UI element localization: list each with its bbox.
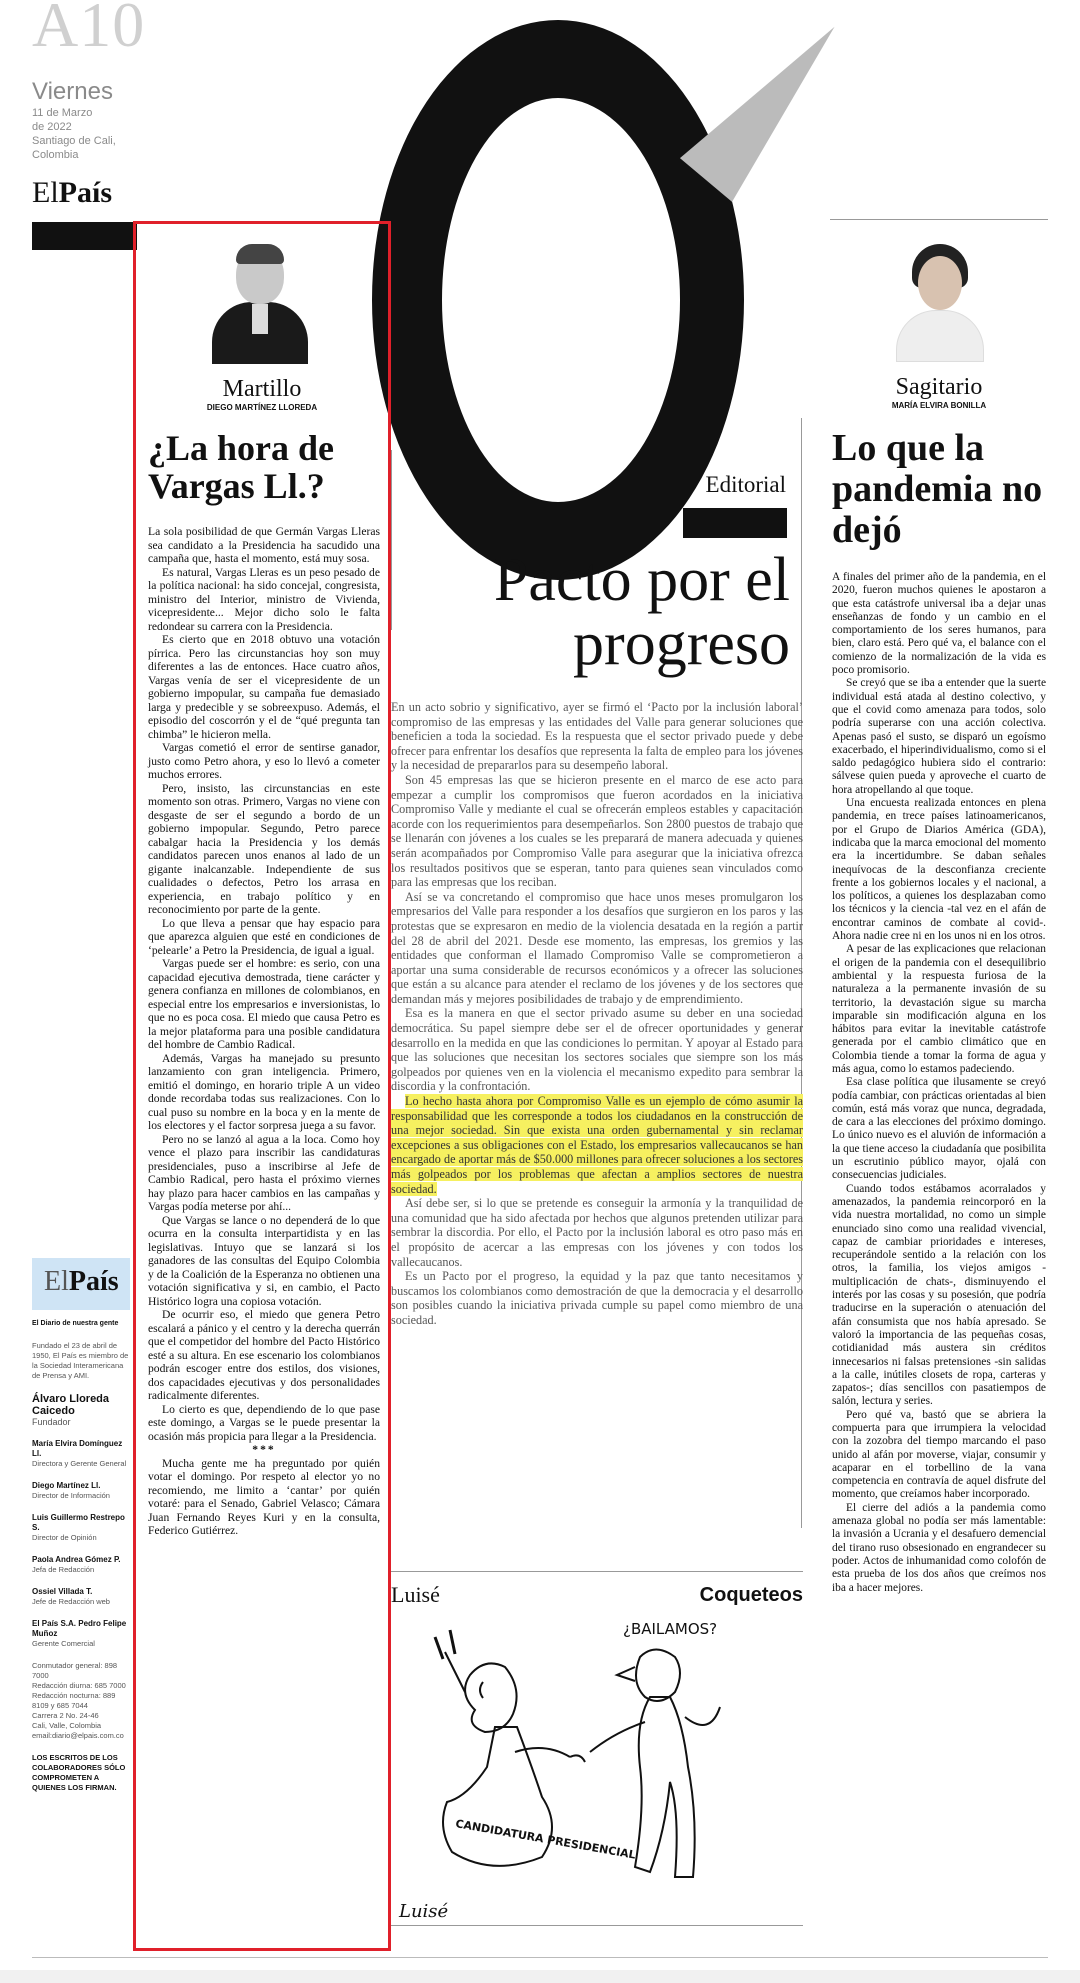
column-author: DIEGO MARTÍNEZ LLOREDA (206, 403, 318, 412)
staff-founder-name: Álvaro Lloreda Caicedo (32, 1393, 110, 1417)
paragraph: Pero qué va, bastó que se abriera la compuerta para que irrumpiera la velocidad con la zozobra del tiempo marcando el paso unido al afán por moverse, viajar, consumir y acaparar en el torbellino de la vana competencia en contravía de aquel disfrute del momento, que creíamos haber incorporado. (832, 1408, 1046, 1501)
editorial-black-bar (683, 508, 787, 538)
email-link[interactable]: email:diario@elpais.com.co (32, 1731, 124, 1740)
page-footer-strip (0, 1970, 1080, 1983)
staff-founded: Fundado el 23 de abril de 1950, El País es miembro de la Sociedad Interamericana de Prensa y AMI. (32, 1341, 129, 1380)
martillo-column-highlight-frame (133, 221, 391, 1951)
paragraph: Es un Pacto por el progreso, la equidad y la paz que tanto necesitamos y buscamos los colombianos como demostración de que la democracia y el desarrollo son posibles cuando la iniciativa privada cumple su papel como miembro de una sociedad. (391, 1269, 803, 1327)
cartoon-rule (391, 1571, 803, 1572)
paragraph: Esa es la manera en que el sector privado asume su deber en una sociedad democrática. Su papel siempre debe ser el de ofrecer oportunidades y generar desarrollo en la medida en que las condiciones lo permitan. Y apoyar al Estado para que las soluciones que necesitan los sectores sociales que siempre son los más golpeados por quienes ven en la violencia el mecanismo expedito para sembrar la discordia y la confrontación. (391, 1006, 803, 1094)
cartoon-author: Luisé (391, 1582, 440, 1607)
masthead-black-bar (32, 222, 137, 250)
staff-founder-role: Fundador (32, 1417, 71, 1427)
staff-tagline: El Diario de nuestra gente (32, 1320, 119, 1327)
date-block (32, 78, 116, 162)
columnist-photo (890, 244, 990, 362)
paragraph: Una encuesta realizada entonces en plena pandemia, en trece países latinoamericanos, por el Grupo de Diarios América (GDA), indicaba que la marca emocional del momento era la incertidumbre. Se daban señales inequívocas de la desconfianza creciente frente a los gobiernos locales y el nacional, a los políticos, a quienes los desplazaban como los técnicos y la ciencia -tal vez en el afán de encontrar caminos de combate al covid-. Ahora nadie cree ni en los unos ni en los otros. (832, 797, 1046, 943)
paragraph: Se creyó que se iba a entender que la suerte individual está atada al destino colectivo, y que el covid como amenaza para todos, solo podría superarse con una acción colectiva. Apenas pasó el susto, se disparó un egoísmo exacerbado, el hiperindividualismo, como si el saldo pedagógico hubiera sido el contrario: sálvese quien pueda y aproveche el cuarto de hora atropellando al que toque. (832, 677, 1046, 796)
staff-person: Paola Andrea Gómez P. Jefa de Redacción (32, 1555, 121, 1574)
editorial-label: Editorial (705, 472, 786, 497)
paragraph: Mucha gente me ha preguntado por quién votar el domingo. Por respeto al elector yo no recomiendo, me limito a ‘cantar’ por quién votaré: para el Senado, Gabriel Velasco; Cámara Juan Fernando Reyes Kuri y en la consulta, Federico Gutiérrez. (148, 1456, 380, 1537)
paragraph: Vargas cometió el error de sentirse ganador, justo como Petro ahora, y eso lo llevó a cometer muchos errores. (148, 741, 380, 781)
paragraph: Así se va concretando el compromiso que hace unos meses promulgaron los empresarios del Valle para responder a los desafíos que surgieron en los paros y las protestas que se expresaron en medio de la violencia desatada en la región a partir del 28 de abril del 2021. Desde ese momento, las empresas, los gremios y las entidades que conforman el llamado Compromiso Valle se comprometieron a aportar una suma considerable de recursos económicos y a ofrecer las soluciones que están a su alcance para atender el reclamo de los jóvenes y de los sectores que demandan más y mejores posibilidades de trabajo y de emprendimiento. (391, 889, 803, 1006)
paragraph: Así debe ser, si lo que se pretende es conseguir la armonía y la tranquilidad de una comunidad que ha sido afectada por hechos que algunos pretenden utilizar para sembrar la discordia. Por ello, el Pacto por la inclusión laboral es otro paso más en el propósito de acercar a las empresas con los jóvenes y con todos los vallecaucanos. (391, 1196, 803, 1269)
date-line: Santiago de Cali, (32, 135, 116, 147)
column-headline: ¿La hora de Vargas Ll.? (148, 428, 335, 506)
cartoon-bottom-rule (391, 1925, 803, 1926)
newspaper-logo: ElPaís (32, 176, 113, 209)
paragraph: Es natural, Vargas Lleras es un peso pesado de la política nacional: ha sido concejal, congresista, ministro del Interior, ministro de Vivienda, vicepresidente... Mejor dicho solo le falta redondear su carrera con la Presidencia. (148, 565, 380, 633)
date-line: Colombia (32, 149, 79, 161)
paragraph: De ocurrir eso, el miedo que genera Petro escalará a pánico y el centro y la derecha querrán que el competidor del hombre del Pacto Histórico esté a su altura. En ese escenario los colombianos podrán escoger entre dos estilos, dos visiones, dos capacidades ejecutivas y dos personalidades radicalmente diferentes. (148, 1308, 380, 1402)
date-line: de 2022 (32, 121, 72, 133)
paragraph: Pero no se lanzó al agua a la loca. Como hoy vence el plazo para inscribir las candidaturas presidenciales, puso a inscribirse al Jefe de Cambio Radical, pero hasta el próximo viernes hay plazo para hacer cambios en las campañas y Vargas podía meterse por ahí... (148, 1132, 380, 1213)
column-section-name: Sagitario (895, 374, 983, 400)
paragraph: Es cierto que en 2018 obtuvo una votación pírrica. Pero las circunstancias hoy son muy diferentes a las de entonces. Hace cuatro años, Vargas venía de ser el vicepresidente de un gobierno impopular, su campaña fue demasiado larga y predecible y se sobreexpuso. Además, el episodio del coscorrón y el de “qué pregunta tan chimba” le hicieron mella. (148, 633, 380, 741)
editorial-headline: Pacto por el progreso (493, 546, 790, 678)
paragraph: Lo cierto es que, dependiendo de lo que pase este domingo, a Vargas se le puede presentar la ocasión más propicia para llegar a la Presidencia. (148, 1402, 380, 1443)
page-bottom-rule (32, 1957, 1048, 1958)
paragraph: Son 45 empresas las que se hicieron presente en el marco de ese acto para empezar a cumplir los compromisos que fueron acordados en la iniciativa Compromiso Valle y mediante el cual se ofrecerán empleos estables y capacitación acorde con los requerimientos para desempeñarlos. Son 2800 puestos de trabajo que se llenarán con jóvenes a los cuales se les preparará de manera adecuada y quienes serán acompañados por Compromiso Valle para asegurar que la iniciativa ofrezca los resultados positivos que se esperan, tanto para quienes sean vinculados como para las empresas que los reciban. (391, 772, 803, 890)
paragraph: A finales del primer año de la pandemia, en el 2020, fueron muchos quienes le apostaron a que esta catástrofe universal iba a dejar unas enseñanzas de fondo y un cambio en el comportamiento de los seres humanos, para bien, claro está. Pero qué va, el balance con el comienzo de la normalización de la vida es poco promisorio. (832, 571, 1046, 677)
staff-contact: Conmutador general: 898 7000 Redacción diurna: 685 7000 Redacción nocturna: 889 8109 y 685 7044 Carrera 2 No. 24-46 Cali, Valle, Colombia email:diario@elpais.com.co (32, 1661, 132, 1741)
paragraph: Lo que lleva a pensar que hay espacio para que aparezca alguien que esté en condiciones de ‘pelearle’ a Petro la Presidencia, de igual a igual. (148, 916, 380, 957)
column-body (148, 525, 380, 1538)
paragraph: Esa clase política que ilusamente se creyó podía cambiar, con prácticas orientadas al bien común, está más voraz que nunca, degradada, de cara a las elecciones del próximo domingo. Lo único nuevo es el aluvión de información a la que tiene acceso la ciudadanía que posibilita un escrutinio público mayor, ojalá con consecuencias judiciales. (832, 1076, 1046, 1182)
paragraph: Pero, insisto, las circunstancias en este momento son otras. Primero, Vargas no viene con desgaste de ser el segundo a bordo de un gobierno impopular. Segundo, Petro parece cabalgar hacia la Presidencia y los demás candidatos parecen unos enanos al lado de un gigante inalcanzable. Independiente de sus cualidades o defectos, Petro los arrasa en experiencia, en trabajo político y en reconocimiento por parte de la gente. (148, 781, 380, 916)
highlighted-text: Lo hecho hasta ahora por Compromiso Valle es un ejemplo de cómo asumir la responsabilidad que les corresponde a todos los ciudadanos en la construcción de una mejor sociedad. Sin que exista una orden gubernamental y sin reclamar excepciones a sus obligaciones con el Estado, los empresarios vallecaucanos se han encargado de aportar más de $50.000 millones para ofrecer soluciones a los sectores más golpeados por los problemas que afectan a amplios sectores de nuestra sociedad. (391, 1094, 803, 1196)
staff-box (32, 1258, 132, 1918)
political-cartoon-illustration (395, 1612, 803, 1932)
paragraph: Que Vargas se lance o no dependerá de lo que ocurra en la consulta interpartidista y en las legislativas. Intuyo que se lanzará si los ganadores de las consultas del Equipo Colombia y de la Coalición de la Esperanza no obtienen una votación significativa y si, en cambio, el Pacto Histórico logra una copiosa votación. (148, 1213, 380, 1308)
staff-person: Diego Martínez Ll. Director de Información (32, 1481, 110, 1500)
editorial-body (391, 700, 803, 1328)
date-line: 11 de Marzo (32, 107, 93, 119)
staff-person: Ossiel Villada T. Jefe de Redacción web (32, 1587, 110, 1606)
page-number: A10 (32, 0, 146, 60)
paragraph: El cierre del adiós a la pandemia como amenaza global no podía ser más lamentable: la invasión a Ucrania y el desafuero demencial del tirano ruso obsesionado en engrandecer su poder. Actos de inhumanidad como colofón de esta prueba de los dos años que creímos nos iba a hacer mejores. (832, 1501, 1046, 1594)
editorial-frame-rule (391, 450, 392, 630)
staff-person: El País S.A. Pedro Felipe Muñoz Gerente Comercial (32, 1619, 127, 1648)
decorative-accent-mark (680, 5, 861, 202)
staff-person: María Elvira Domínguez Ll. Directora y Gerente General (32, 1439, 127, 1468)
cartoon-title: Coqueteos (699, 1584, 803, 1606)
paragraph: A pesar de las explicaciones que relacionan el origen de la pandemia con el desequilibrio ambiental y la respuesta furiosa de la naturaleza a la permanente invasión de su territorio, la devastación sigue su marcha imparable sin modificación alguna en los hábitos para evitar la inevitable catástrofe generada por el cambio climático que en Colombia tiende a tomar la forma de agua y más agua, como lo estamos padeciendo. (832, 943, 1046, 1075)
paragraph: Cuando todos estábamos acorralados y amenazados, la pandemia reincorporó en la vida nuestra mortalidad, no como un simple enunciado sino como una realidad vivencial, capaz de cambiar prioridades e intereses, recuperándole sentido a la relación con los otros, la familia, los viejos amigos -multiplicación de chats-, disminuyendo el interés por las cosas y su posesión, que podría traducirse en la superación o atenuación del afán consumista que nos había apresado. Se valoró la importancia de las pequeñas cosas, cotidianidad más austera sin créditos innecesarios ni falsas pretensiones -sin salidas a la calle, inútiles closets de ropa, carteras y zapatos-; días sencillos con pasatiempos de salón, lectura y series. (832, 1182, 1046, 1408)
cartoon-signature: Luisé (399, 1901, 449, 1922)
paragraph: La sola posibilidad de que Germán Vargas Lleras sea candidato a la Presidencia ha sacudido una campaña que, hasta el momento, está muy sosa. (148, 525, 380, 565)
columnist-photo (206, 244, 314, 364)
cartoon-sash-label: CANDIDATURA PRESIDENCIAL (454, 1817, 637, 1862)
staff-logo: ElPaís (32, 1258, 130, 1310)
paragraph: Vargas puede ser el hombre: es serio, con una capacidad ejecutiva demostrada, tiene carácter y genera confianza en millones de colombianos, en especial entre los empresarios e inversionistas, lo que no es poca cosa. El miedo que causa Petro es la mejor plataforma para una posible candidatura del hombre de Cambio Radical. (148, 957, 380, 1051)
paragraph: Además, Vargas ha manejado su presunto lanzamiento con gran inteligencia. Primero, emitió el domingo, en horario triple A un video donde recordaba todas sus realizaciones. Con lo cual puso su nombre en la boca y en la mente de los electores y el factor sorpresa juega a su favor. (148, 1051, 380, 1132)
staff-disclaimer: LOS ESCRITOS DE LOS COLABORADORES SÓLO COMPROMETEN A QUIENES LOS FIRMAN. (32, 1753, 126, 1792)
column-headline: Lo que la pandemia no dejó (832, 427, 1043, 551)
column-body (832, 571, 1046, 1595)
column-author: MARÍA ELVIRA BONILLA (891, 401, 987, 410)
section-separator: *** (252, 1443, 276, 1456)
staff-person: Luis Guillermo Restrepo S. Director de Opinión (32, 1513, 125, 1542)
right-column-rule (830, 219, 1048, 220)
highlighted-paragraph (391, 1094, 803, 1196)
date-day: Viernes (32, 78, 113, 105)
paragraph: En un acto sobrio y significativo, ayer se firmó el ‘Pacto por la inclusión laboral’ compromiso de las empresas y las entidades del Valle para generar soluciones que beneficien a toda la sociedad. Es la respuesta que el sector privado puede y debe ofrecer para enfrentar los desafíos que representa la falta de empleo para los jóvenes y la necesidad de prepararlos para su desempeño laboral. (391, 700, 803, 773)
cartoon-speech: ¿BAILAMOS? (623, 1620, 718, 1638)
column-section-name: Martillo (222, 376, 302, 402)
